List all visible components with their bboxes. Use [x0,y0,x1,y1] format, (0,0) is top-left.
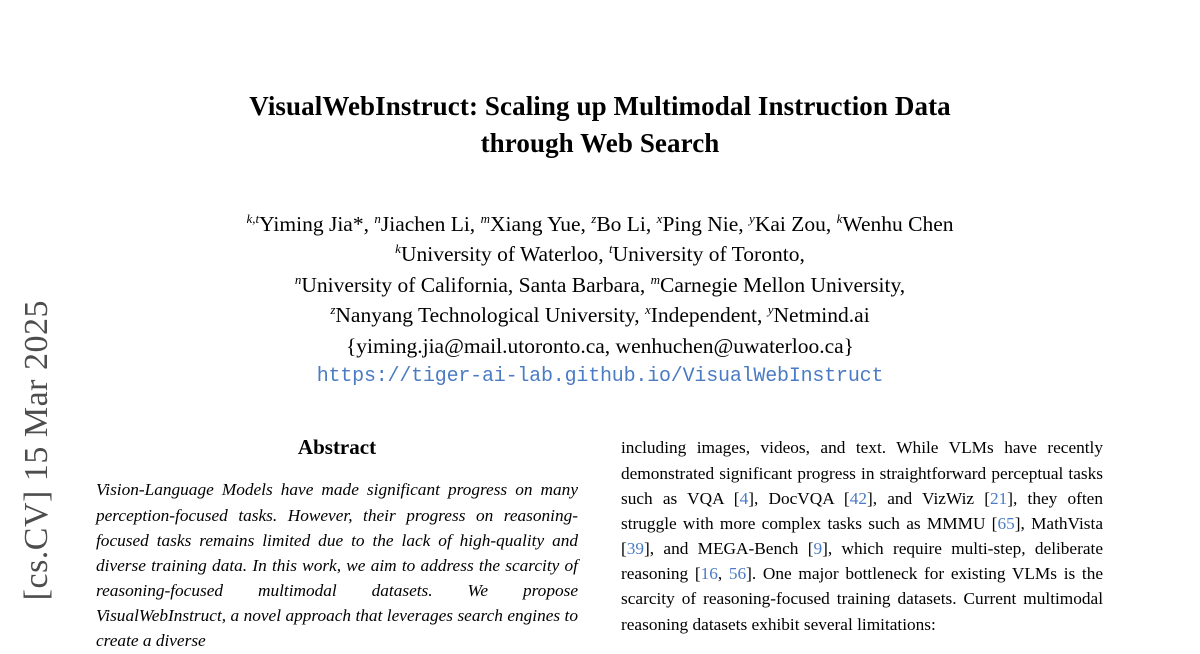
intro-part-2: ], DocVQA [ [748,488,850,508]
affiliation-netmind: Netmind.ai [773,303,870,328]
citation-16[interactable]: 16 [700,564,718,584]
right-column [621,435,1103,653]
author-5: Ping Nie, [662,211,744,236]
paper-page [96,0,1104,651]
author-3: Xiang Yue, [489,211,586,236]
citation-4[interactable]: 4 [739,488,749,508]
contact-emails: {yiming.jia@mail.utoronto.ca, wenhuchen@uwaterloo.ca} [345,333,854,358]
affiliation-ucsb: University of California, Santa Barbara, [301,272,646,297]
intro-part-12: ], which require multi-step, deliberate reasoning [ [621,539,1103,584]
affiliation-mark-n: n [294,271,302,287]
intro-part-14: , [717,564,729,584]
citation-65[interactable]: 65 [997,513,1015,533]
author-4: Bo Li, [596,211,652,236]
citation-9[interactable]: 9 [813,539,823,559]
affiliation-independent: Independent, [650,303,763,328]
affiliation-toronto: University of Toronto, [612,242,805,267]
author-mark-5: x [656,210,663,226]
two-column-body [96,435,1104,653]
affiliation-mark-z: z [330,301,336,317]
affiliation-mark-t: t [609,240,613,256]
affiliation-line-2 [96,270,1104,301]
author-mark-4: z [591,210,597,226]
abstract-heading: Abstract [297,435,377,460]
page-title [96,0,1104,163]
affiliation-mark-k: k [395,240,401,256]
project-url-link[interactable]: https://tiger-ai-lab.github.io/VisualWebInstruct [316,365,884,389]
citation-21[interactable]: 21 [990,488,1008,508]
affiliation-mark-m: m [650,271,660,287]
arxiv-vertical-stamp: [cs.CV] 15 Mar 2025 [18,300,55,601]
title-line-1: VisualWebInstruct: Scaling up Multimodal Instruction Data [249,91,951,121]
affiliation-waterloo: University of Waterloo, [400,242,604,267]
author-mark-6: y [749,210,755,226]
citation-56[interactable]: 56 [728,564,747,584]
intro-part-4: ], and VizWiz [ [866,488,990,508]
title-line-2: through Web Search [480,128,720,159]
intro-part-8: ], MathVista [ [621,513,1103,559]
affiliation-ntu: Nanyang Technological University, [335,303,640,328]
author-mark-3: m [480,210,490,226]
introduction-text [621,435,1103,636]
affiliation-cmu: Carnegie Mellon University, [659,272,906,297]
author-7: Wenhu Chen [842,211,954,236]
affiliation-line-3 [96,300,1104,331]
affiliation-line-1 [96,239,1104,270]
abstract-text: Vision-Language Models have made significant progress on many perception-focused tasks. However, their progress on reasoning-focused tasks remains limited due to the lack of high-quality and diverse training data. In this work, we aim to address the scarcity of reasoning-focused multimodal datasets. We propose VisualWebInstruct, a novel approach that leverages search engines to create a diverse [96,480,578,651]
left-column [96,435,578,653]
citation-42[interactable]: 42 [849,488,867,508]
citation-39[interactable]: 39 [626,539,645,559]
author-6: Kai Zou, [754,211,832,236]
affiliation-mark-y: y [767,301,774,317]
author-mark-7: k [836,210,843,226]
author-block [96,209,1104,392]
affiliation-mark-x: x [644,301,651,317]
author-mark-1: k,t [246,210,260,226]
intro-part-16: ]. One major bottleneck for existing VLMs is the scarcity of reasoning-focused training datasets. Current multimodal reasoning datasets exhibit several limitations: [621,564,1103,634]
intro-part-6: ], they often struggle with more complex tasks such as MMMU [ [621,488,1103,533]
author-mark-2: n [374,210,381,226]
intro-part-0: including images, videos, and text. While VLMs have recently demonstrated significant progress in straightforward perceptual tasks such as VQA [ [621,438,1103,508]
intro-part-10: ], and MEGA-Bench [ [644,539,814,559]
author-2: Jiachen Li, [380,211,476,236]
author-list-line [96,209,1104,240]
author-1: Yiming Jia*, [259,211,369,236]
